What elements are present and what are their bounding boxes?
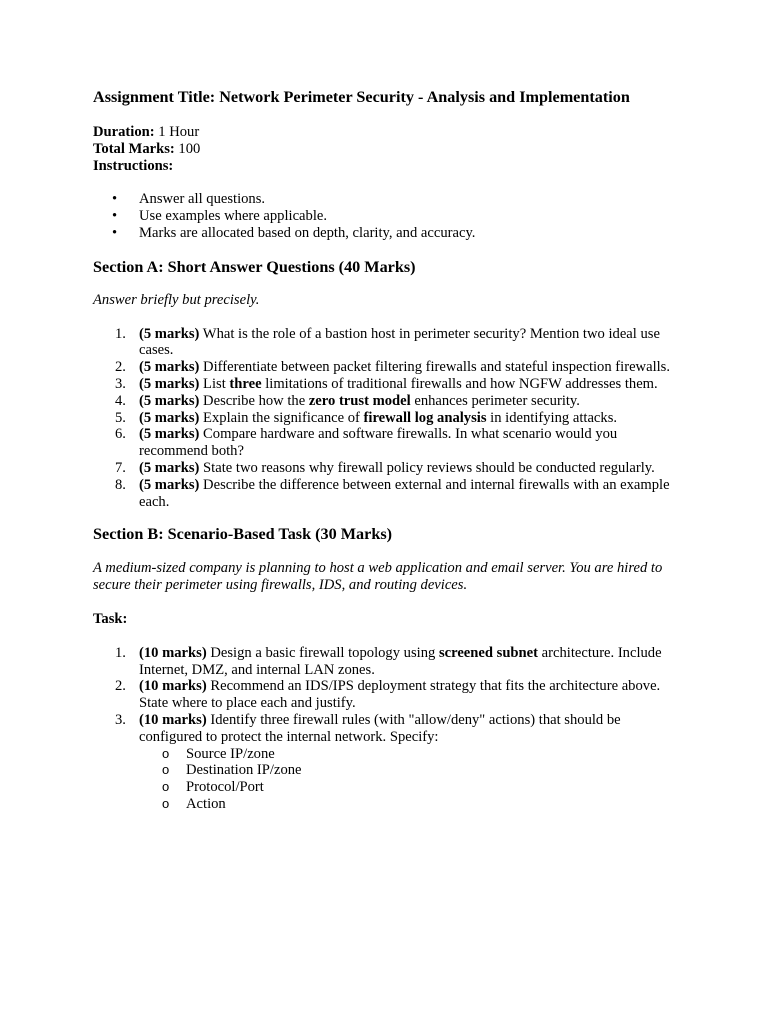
rule-field-item	[139, 762, 677, 779]
task-number: 1.	[115, 644, 126, 661]
question-number: 1.	[115, 325, 126, 342]
instructions-line	[93, 158, 683, 175]
question-text-end: enhances perimeter security.	[410, 392, 580, 409]
question-text-end: in identifying attacks.	[486, 409, 618, 426]
sub-bullet-marker: o	[162, 795, 170, 811]
section-b-tasks	[93, 645, 683, 813]
question-number: 2.	[115, 359, 126, 376]
question-emphasis: zero trust model	[308, 392, 411, 409]
question-item	[93, 393, 683, 410]
section-b-heading: Section B: Scenario-Based Task (30 Marks)	[93, 525, 393, 544]
assignment-meta	[93, 124, 683, 174]
task-marks: (10 marks)	[139, 678, 207, 695]
question-text: Differentiate between packet filtering firewalls and stateful inspection firewalls.	[199, 359, 671, 376]
duration-line	[93, 124, 683, 141]
question-number: 6.	[115, 426, 126, 443]
sub-bullet-marker: o	[162, 762, 170, 778]
question-item	[93, 410, 683, 427]
instruction-text: Marks are allocated based on depth, clarity, and accuracy.	[139, 224, 476, 241]
total-marks-line	[93, 141, 683, 158]
sub-bullet-marker: o	[162, 779, 170, 795]
question-text: What is the role of a bastion host in perimeter security? Mention two ideal use cases.	[139, 325, 660, 359]
question-marks: (5 marks)	[139, 459, 200, 476]
question-number: 4.	[115, 392, 126, 409]
rule-field-text: Source IP/zone	[186, 745, 275, 762]
section-a-questions	[93, 326, 683, 511]
instructions-label: Instructions:	[93, 157, 174, 174]
bullet-marker: •	[112, 224, 118, 241]
question-item	[93, 359, 683, 376]
question-text: Explain the significance of	[199, 409, 364, 426]
task-text: Identify three firewall rules (with "allow/deny" actions) that should be configured to protect the internal network. Specify:	[139, 711, 621, 745]
firewall-rule-fields	[139, 746, 677, 813]
sub-bullet-marker: o	[162, 745, 170, 761]
question-number: 8.	[115, 476, 126, 493]
question-marks: (5 marks)	[139, 359, 200, 376]
instructions-list	[93, 191, 683, 241]
instruction-text: Use examples where applicable.	[139, 208, 328, 225]
question-emphasis: three	[229, 375, 262, 392]
question-text: Describe the difference between external and internal firewalls with an example each.	[139, 476, 670, 510]
task-number: 3.	[115, 711, 126, 728]
section-b-scenario: A medium-sized company is planning to host a web application and email server. You are hired to secure their perimeter using firewalls, IDS, and routing devices.	[93, 560, 663, 594]
rule-field-text: Action	[186, 795, 226, 812]
task-marks: (10 marks)	[139, 644, 207, 661]
duration-label: Duration:	[93, 124, 155, 140]
task-label: Task:	[93, 610, 128, 627]
assignment-title: Assignment Title: Network Perimeter Security - Analysis and Implementation	[93, 88, 630, 106]
question-item	[93, 460, 683, 477]
task-item	[93, 712, 683, 813]
section-a-heading: Section A: Short Answer Questions (40 Marks)	[93, 257, 416, 276]
instruction-item	[93, 208, 683, 225]
bullet-marker: •	[112, 191, 118, 208]
task-item	[93, 645, 683, 679]
question-text: Compare hardware and software firewalls. In what scenario would you recommend both?	[139, 426, 618, 460]
task-number: 2.	[115, 678, 126, 695]
instruction-item	[93, 191, 683, 208]
question-marks: (5 marks)	[139, 409, 200, 426]
question-text: List	[199, 375, 230, 392]
question-marks: (5 marks)	[139, 325, 200, 342]
question-number: 7.	[115, 459, 126, 476]
duration-value: 1 Hour	[154, 124, 200, 140]
task-marks: (10 marks)	[139, 711, 207, 728]
question-number: 5.	[115, 409, 126, 426]
total-marks-label: Total Marks:	[93, 140, 175, 157]
question-number: 3.	[115, 375, 126, 392]
instruction-text: Answer all questions.	[139, 191, 266, 208]
question-marks: (5 marks)	[139, 375, 200, 392]
question-item	[93, 426, 683, 460]
question-item	[93, 376, 683, 393]
total-marks-value: 100	[174, 140, 201, 157]
rule-field-text: Destination IP/zone	[186, 762, 302, 779]
question-item	[93, 477, 683, 511]
bullet-marker: •	[112, 208, 118, 225]
instruction-item	[93, 225, 683, 242]
question-marks: (5 marks)	[139, 392, 200, 409]
section-a-intro: Answer briefly but precisely.	[93, 291, 260, 308]
task-emphasis: screened subnet	[438, 644, 539, 661]
rule-field-item	[139, 796, 677, 813]
question-emphasis: firewall log analysis	[363, 409, 487, 426]
question-item	[93, 326, 683, 360]
rule-field-text: Protocol/Port	[186, 779, 264, 796]
rule-field-item	[139, 779, 677, 796]
rule-field-item	[139, 746, 677, 763]
task-text: Recommend an IDS/IPS deployment strategy that fits the architecture above. State where to place each and justify.	[139, 678, 661, 712]
document-page	[93, 88, 683, 813]
task-text: Design a basic firewall topology using	[206, 644, 439, 661]
question-marks: (5 marks)	[139, 426, 200, 443]
question-marks: (5 marks)	[139, 476, 200, 493]
task-text-end: architecture. Include Internet, DMZ, and internal LAN zones.	[139, 644, 662, 678]
question-text-end: limitations of traditional firewalls and how NGFW addresses them.	[261, 375, 658, 392]
question-text: State two reasons why firewall policy reviews should be conducted regularly.	[199, 459, 655, 476]
question-text: Describe how the	[199, 392, 309, 409]
task-item	[93, 678, 683, 712]
